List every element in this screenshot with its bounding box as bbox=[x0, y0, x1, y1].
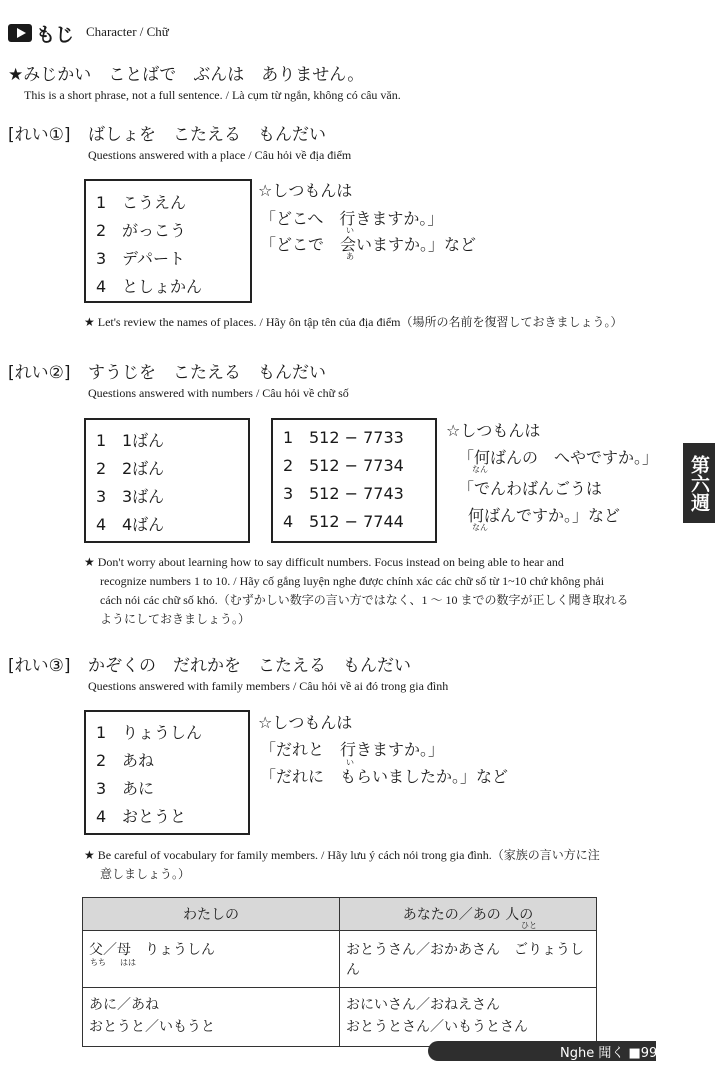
example1-title: ばしょを こたえる もんだい bbox=[88, 125, 326, 145]
example2-question-3: 何ばんですか。」など bbox=[468, 506, 621, 525]
table-header-yours bbox=[340, 898, 597, 931]
cell-line: おとうと／いもうと bbox=[89, 1019, 215, 1035]
table-cell bbox=[83, 931, 340, 988]
ruby: あ bbox=[346, 252, 354, 261]
week-side-tab: 第六週 bbox=[683, 443, 715, 523]
ruby: はは bbox=[120, 958, 136, 967]
option-2: 2 がっこう bbox=[96, 221, 187, 240]
example2-question-2: 「でんわばんごうは bbox=[458, 479, 603, 498]
example1-label: [れい①] bbox=[8, 125, 71, 145]
option-4: 4 512 − 7744 bbox=[283, 512, 404, 531]
table-cell: おとうさん／おかあさん ごりょうしん bbox=[340, 931, 597, 988]
example1-question-2: 「どこで 会いますか。」など bbox=[260, 235, 477, 254]
option-1: 1 1ばん bbox=[96, 431, 165, 450]
family-terms-table bbox=[82, 897, 597, 1047]
example1-question-1: 「どこへ 行きますか。」 bbox=[260, 209, 444, 228]
option-3: 3 512 − 7743 bbox=[283, 484, 404, 503]
cell-line: あに／あね bbox=[89, 997, 159, 1013]
ruby: なん bbox=[472, 465, 488, 474]
option-4: 4 おとうと bbox=[96, 807, 187, 826]
table-header-mine: わたしの bbox=[83, 898, 340, 931]
option-4: 4 としょかん bbox=[96, 277, 203, 296]
ruby: い bbox=[346, 226, 354, 235]
ruby: なん bbox=[472, 523, 488, 532]
example2-note-3: cách nói các chữ số khó.（むずかしい数字の言い方ではなく、1 ～ 10 までの数字が正しく聞き取れる bbox=[100, 593, 629, 607]
cell-text: 父／母 りょうしん bbox=[89, 942, 215, 958]
option-1: 1 こうえん bbox=[96, 193, 187, 212]
table-row bbox=[83, 931, 597, 988]
intro-translation: This is a short phrase, not a full sentence. / Là cụm từ ngắn, không có câu văn. bbox=[24, 88, 401, 102]
section-subtitle: Character / Chữ bbox=[86, 24, 169, 39]
example3-question-head: ☆しつもんは bbox=[258, 713, 353, 732]
option-3: 3 あに bbox=[96, 779, 155, 798]
example1-question-head: ☆しつもんは bbox=[258, 181, 353, 200]
example2-subtitle: Questions answered with numbers / Câu hỏi về chữ số bbox=[88, 386, 349, 400]
example2-question-1: 「何ばんの へやですか。」 bbox=[458, 448, 659, 467]
example1-note: ★ Let's review the names of places. / Hãy ôn tập tên của địa điểm（場所の名前を復習しておきましょう。） bbox=[84, 315, 623, 329]
example1-subtitle: Questions answered with a place / Câu hỏi về địa điểm bbox=[88, 148, 352, 162]
example2-label: [れい②] bbox=[8, 363, 71, 383]
example2-note-4: ようにしておきましょう。） bbox=[100, 612, 251, 626]
option-2: 2 あね bbox=[96, 751, 155, 770]
section-title: もじ bbox=[36, 24, 75, 46]
option-3: 3 デパート bbox=[96, 249, 186, 268]
table-header-row bbox=[83, 898, 597, 931]
example2-options-box-b bbox=[271, 418, 437, 543]
option-2: 2 512 − 7734 bbox=[283, 456, 404, 475]
example3-title: かぞくの だれかを こたえる もんだい bbox=[88, 656, 411, 676]
example2-title: すうじを こたえる もんだい bbox=[88, 363, 326, 383]
example3-question-2: 「だれに もらいましたか。」など bbox=[260, 767, 509, 786]
ruby: ひと bbox=[521, 921, 537, 930]
option-1: 1 りょうしん bbox=[96, 723, 203, 742]
option-4: 4 4ばん bbox=[96, 515, 165, 534]
table-row bbox=[83, 988, 597, 1047]
ruby: ちち bbox=[90, 958, 106, 967]
example2-question-head: ☆しつもんは bbox=[446, 421, 541, 440]
example3-note-1: ★ Be careful of vocabulary for family members. / Hãy lưu ý cách nói trong gia đình.（家族の言い方に注 bbox=[84, 848, 600, 862]
page-number: Nghe 聞く ■99 bbox=[560, 1046, 658, 1061]
example3-question-1: 「だれと 行きますか。」 bbox=[260, 740, 445, 759]
example2-options-box-a bbox=[84, 418, 250, 543]
cell-line: おとうとさん／いもうとさん bbox=[346, 1019, 528, 1035]
example3-subtitle: Questions answered with family members / Câu hỏi về ai đó trong gia đình bbox=[88, 679, 449, 693]
intro-line: ★みじかい ことばで ぶんは ありません。 bbox=[8, 65, 365, 85]
table-cell bbox=[340, 988, 597, 1047]
option-1: 1 512 − 7733 bbox=[283, 428, 404, 447]
example3-options-box bbox=[84, 710, 250, 835]
example2-note-1: ★ Don't worry about learning how to say difficult numbers. Focus instead on being able to hear and bbox=[84, 555, 564, 569]
example3-label: [れい③] bbox=[8, 656, 71, 676]
ruby: い bbox=[346, 758, 354, 767]
cell-line: おにいさん／おねえさん bbox=[346, 997, 500, 1013]
option-3: 3 3ばん bbox=[96, 487, 165, 506]
example1-options-box bbox=[84, 179, 252, 303]
table-cell bbox=[83, 988, 340, 1047]
example3-note-2: 意しましょう。） bbox=[100, 867, 191, 881]
play-icon bbox=[8, 24, 32, 42]
example2-note-2: recognize numbers 1 to 10. / Hãy cố gắng luyện nghe được chính xác các chữ số từ 1~10 chứ không phải bbox=[100, 574, 605, 588]
table-header-yours-label: あなたの／あの 人の bbox=[402, 907, 534, 923]
option-2: 2 2ばん bbox=[96, 459, 165, 478]
